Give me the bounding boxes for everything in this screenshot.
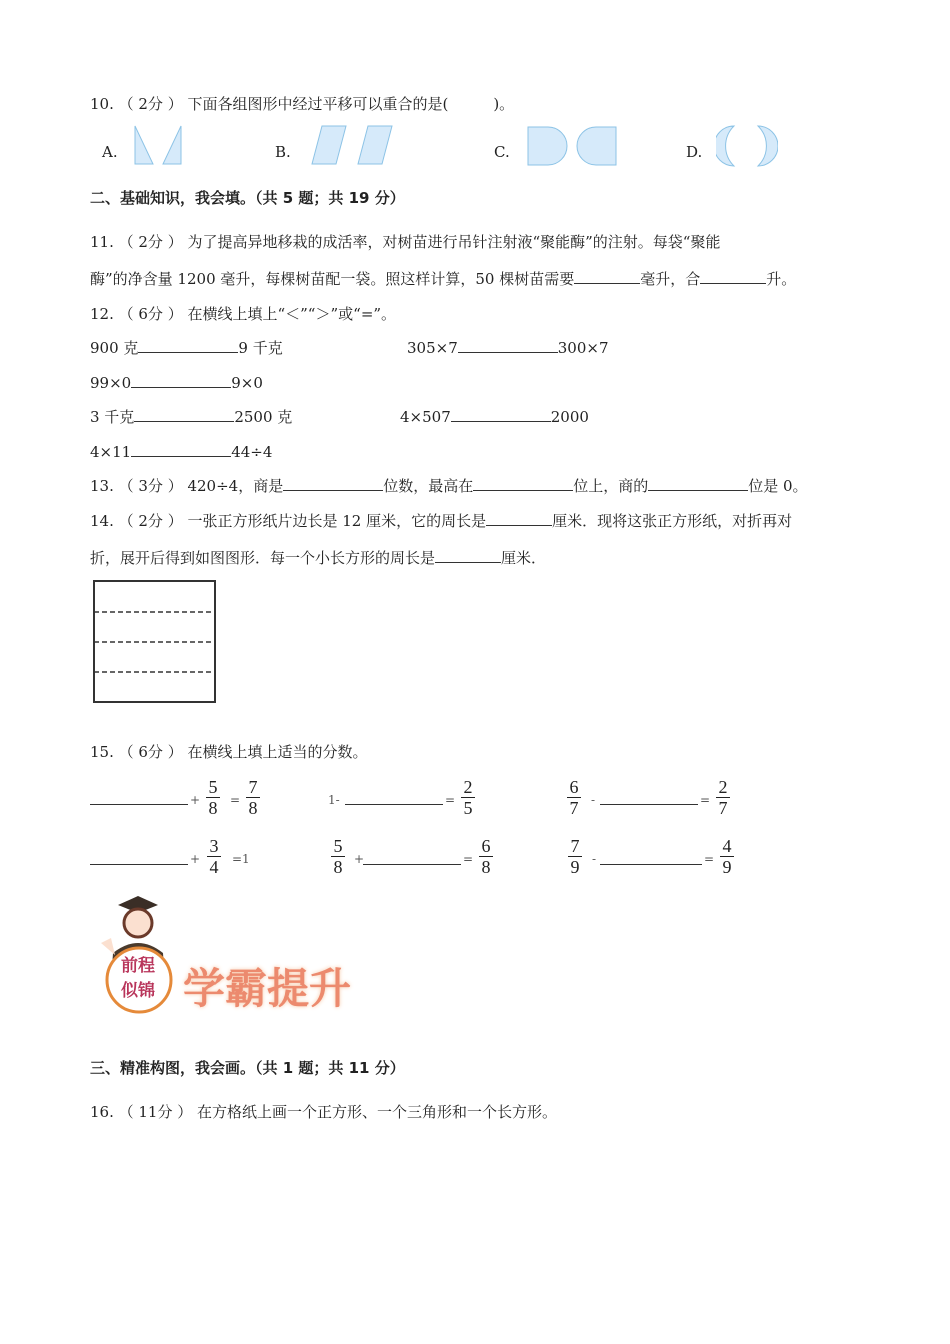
text: 4×507 — [400, 408, 451, 426]
option-b-label: B. — [275, 143, 291, 161]
denominator: 8 — [208, 798, 218, 818]
option-c-figure — [526, 125, 620, 167]
badge-text-2: 似锦 — [121, 981, 155, 1001]
answer-blank[interactable] — [458, 338, 558, 353]
answer-blank[interactable] — [90, 850, 188, 865]
q12-item — [400, 407, 589, 427]
fraction — [568, 836, 582, 877]
q14-line1 — [90, 511, 792, 531]
numerator: 6 — [569, 777, 579, 797]
option-a-figure — [133, 124, 185, 166]
numerator: 3 — [209, 836, 219, 856]
text: 位数，最高在 — [383, 477, 474, 495]
numerator: 7 — [570, 836, 580, 856]
option-b-figure — [310, 124, 394, 166]
text: 厘米． — [501, 549, 547, 567]
fraction — [567, 777, 581, 818]
plus-sign: + — [190, 793, 201, 807]
q11-line2 — [90, 269, 796, 289]
answer-blank[interactable] — [131, 442, 231, 457]
text: 厘米．现将这张正方形纸，对折再对 — [552, 512, 793, 530]
answer-blank[interactable] — [600, 850, 702, 865]
q13 — [90, 476, 808, 496]
denominator: 9 — [570, 857, 580, 877]
answer-blank[interactable] — [600, 790, 698, 805]
text: 2500 克 — [234, 408, 293, 426]
q16-text: 16. （ 11分 ） 在方格纸上画一个正方形、一个三角形和一个长方形。 — [90, 1103, 558, 1121]
text: 900 克 — [90, 339, 139, 357]
answer-blank[interactable] — [283, 476, 383, 491]
denominator: 8 — [481, 857, 491, 877]
q15-title: 15. （ 6分 ） 在横线上填上适当的分数。 — [90, 743, 368, 761]
numerator: 7 — [248, 777, 258, 797]
denominator: 5 — [463, 798, 473, 818]
text: 13. （ 3分 ） 420÷4，商是 — [90, 477, 284, 495]
text: 位是 0。 — [748, 477, 808, 495]
q12-item — [90, 373, 263, 393]
equals-sign: = — [700, 793, 711, 807]
text: 位上，商的 — [573, 477, 649, 495]
numerator: 2 — [718, 777, 728, 797]
fraction — [479, 836, 493, 877]
text: 9 千克 — [238, 339, 283, 357]
denominator: 7 — [569, 798, 579, 818]
numerator: 5 — [333, 836, 343, 856]
option-d-figure — [716, 124, 778, 168]
one-minus: 1- — [328, 793, 340, 807]
answer-blank[interactable] — [134, 407, 234, 422]
minus-sign: - — [591, 793, 596, 807]
option-d-label: D. — [686, 143, 703, 161]
answer-blank[interactable] — [363, 850, 461, 865]
denominator: 8 — [248, 798, 258, 818]
equals-sign: = — [704, 852, 715, 866]
numerator: 5 — [208, 777, 218, 797]
answer-blank[interactable] — [138, 338, 238, 353]
text: 4×11 — [90, 443, 132, 461]
equals-sign: = — [445, 793, 456, 807]
folded-square-figure — [92, 579, 220, 705]
answer-blank[interactable] — [648, 476, 748, 491]
plus-sign: + — [354, 852, 365, 866]
text: 9×0 — [231, 374, 263, 392]
q12-item — [90, 338, 283, 358]
q11-line1: 11. （ 2分 ） 为了提高异地移栽的成活率，对树苗进行吊针注射液“聚能酶”的注射。每袋“聚能 — [90, 233, 721, 251]
answer-blank[interactable] — [473, 476, 573, 491]
answer-blank[interactable] — [131, 373, 231, 388]
fraction — [206, 777, 220, 818]
text: 酶”的净含量 1200 毫升，每棵树苗配一袋。照这样计算，50 棵树苗需要 — [90, 270, 575, 288]
q12-item — [90, 407, 292, 427]
text: 3 千克 — [90, 408, 135, 426]
badge-text-1: 前程 — [121, 956, 155, 976]
equals-sign: = — [230, 793, 241, 807]
plus-sign: + — [190, 852, 201, 866]
text: 300×7 — [557, 339, 609, 357]
answer-blank[interactable] — [574, 269, 640, 284]
denominator: 4 — [209, 857, 219, 877]
banner-title: 学霸提升 — [183, 964, 352, 1013]
answer-blank[interactable] — [451, 407, 551, 422]
q12-item — [90, 442, 272, 462]
xueba-banner — [88, 893, 408, 1023]
section-3-heading: 三、精准构图，我会画。（共 1 题；共 11 分） — [90, 1059, 405, 1077]
option-c-label: C. — [494, 143, 510, 161]
numerator: 2 — [463, 777, 473, 797]
text: 44÷4 — [231, 443, 273, 461]
section-2-heading: 二、基础知识，我会填。（共 5 题；共 19 分） — [90, 189, 405, 207]
denominator: 9 — [722, 857, 732, 877]
fraction — [246, 777, 260, 818]
text: 毫升，合 — [640, 270, 701, 288]
option-a-label: A. — [102, 143, 118, 161]
denominator: 8 — [333, 857, 343, 877]
answer-blank[interactable] — [486, 511, 552, 526]
minus-sign: - — [592, 852, 597, 866]
fraction — [720, 836, 734, 877]
numerator: 6 — [481, 836, 491, 856]
answer-blank[interactable] — [435, 548, 501, 563]
answer-blank[interactable] — [700, 269, 766, 284]
fraction — [461, 777, 475, 818]
answer-blank[interactable] — [90, 790, 188, 805]
text: 14. （ 2分 ） 一张正方形纸片边长是 12 厘米，它的周长是 — [90, 512, 487, 530]
q14-line2 — [90, 548, 546, 568]
fraction — [716, 777, 730, 818]
text: 305×7 — [407, 339, 458, 357]
text: 2000 — [550, 408, 589, 426]
text: 折，展开后得到如图图形．每一个小长方形的周长是 — [90, 549, 436, 567]
answer-blank[interactable] — [345, 790, 443, 805]
denominator: 7 — [718, 798, 728, 818]
equals-sign: = — [463, 852, 474, 866]
text: 升。 — [766, 270, 797, 288]
equals-one: =1 — [232, 852, 250, 866]
text: 99×0 — [90, 374, 132, 392]
q12-title: 12. （ 6分 ） 在横线上填上“＜”“＞”或“=”。 — [90, 305, 397, 323]
q10-text: 10. （ 2分 ） 下面各组图形中经过平移可以重合的是( )。 — [90, 95, 515, 113]
fraction — [331, 836, 345, 877]
q12-item — [407, 338, 609, 358]
numerator: 4 — [722, 836, 732, 856]
fraction — [207, 836, 221, 877]
